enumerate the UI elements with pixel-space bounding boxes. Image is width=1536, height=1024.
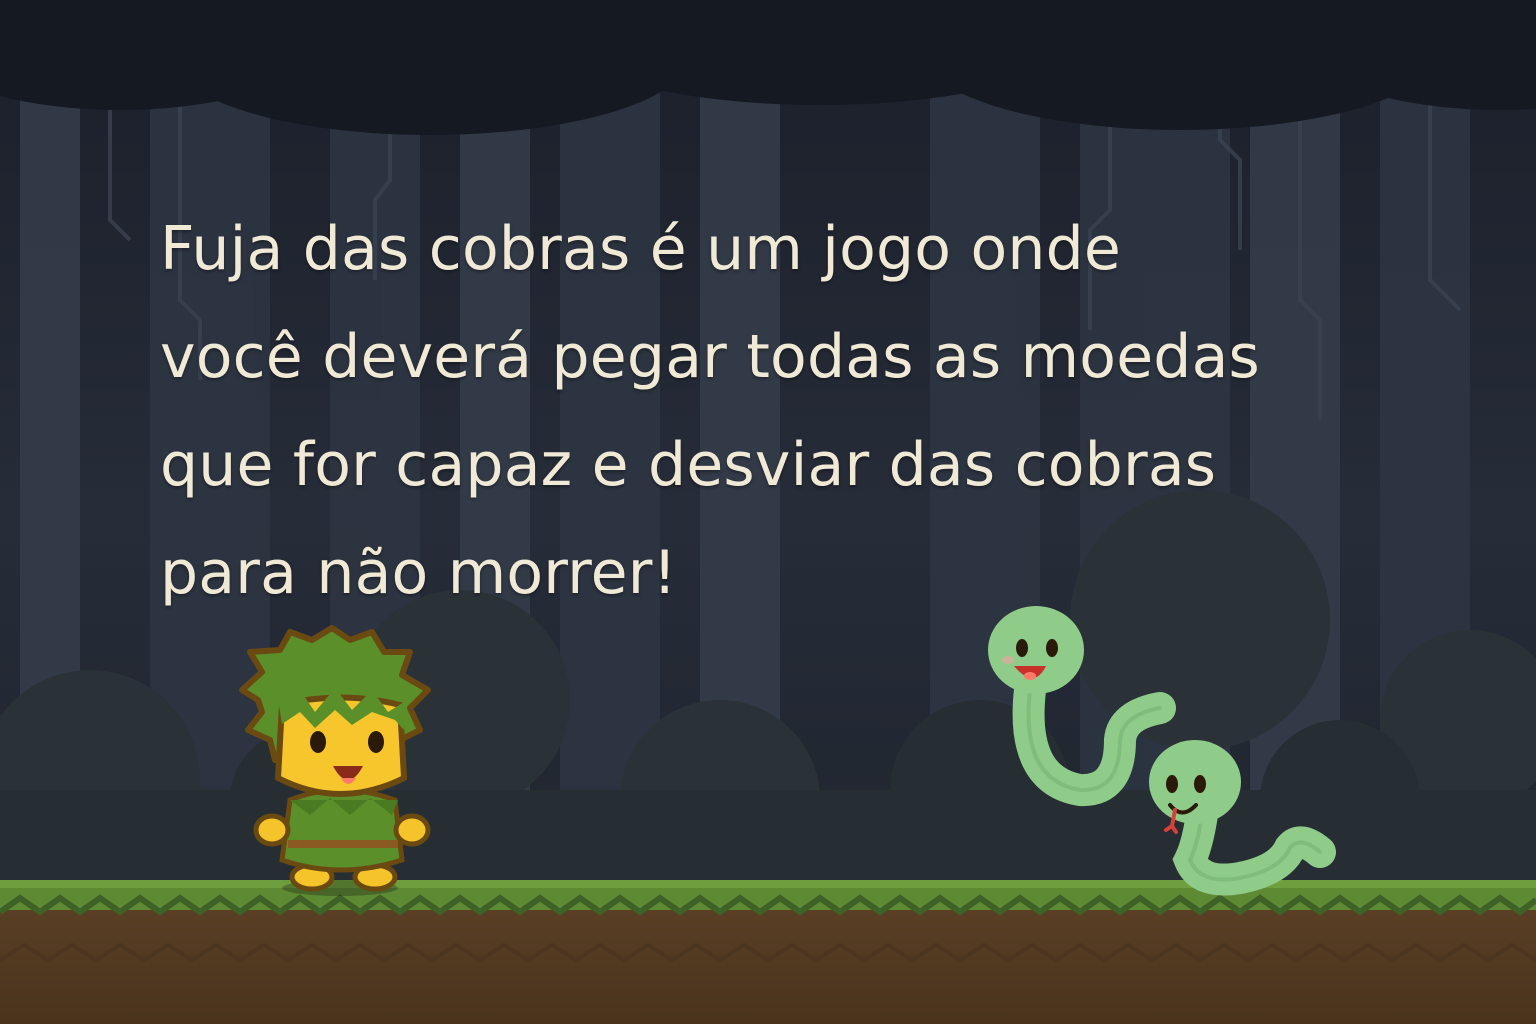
description-line: para não morrer!	[160, 538, 677, 608]
description-line: Fuja das cobras é um jogo onde	[160, 214, 1122, 284]
game-description	[160, 195, 1400, 627]
description-line: você deverá pegar todas as moedas	[160, 322, 1261, 392]
description-line: que for capaz e desviar das cobras	[160, 430, 1217, 500]
